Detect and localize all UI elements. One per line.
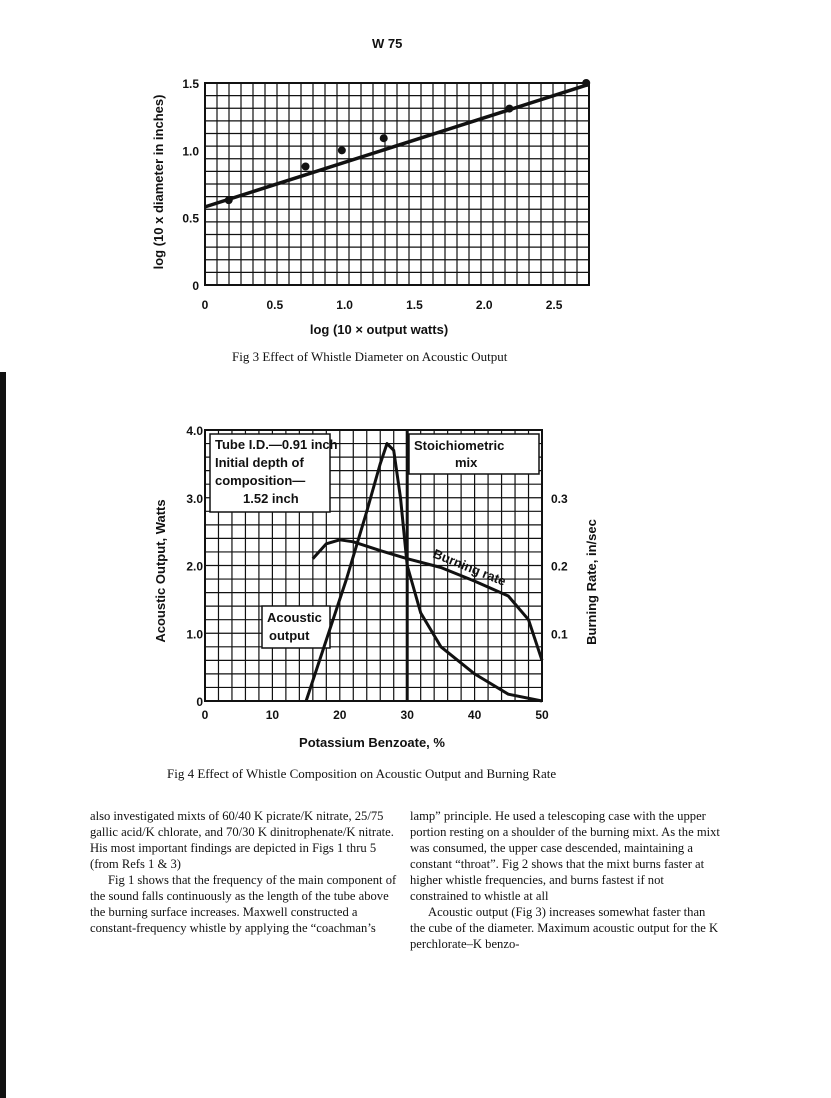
body-paragraph: Fig 1 shows that the frequency of the main component of the sound falls continuously as the length of the tube above the burning surface increases. Maxwell constructed a constant-frequency whistle by applying the “coachman’s bbox=[90, 873, 397, 935]
fig4-stoich-label: Stoichiometric bbox=[414, 438, 505, 453]
fig4-y2tick-label: 0.2 bbox=[551, 559, 568, 574]
fig3-ytick-label: 1.0 bbox=[182, 144, 199, 159]
fig4-ytick-label: 1.0 bbox=[186, 627, 203, 642]
fig3-data-point bbox=[225, 196, 233, 204]
fig4-xtick-label: 0 bbox=[201, 708, 209, 722]
fig4-y2label: Burning Rate, in/sec bbox=[584, 519, 599, 645]
fig3-xtick-label: 1.0 bbox=[336, 298, 353, 312]
fig4-ylabel: Acoustic Output, Watts bbox=[153, 499, 168, 643]
fig3-xtick-label: 1.5 bbox=[406, 298, 423, 312]
fig4-ytick-label: 3.0 bbox=[186, 491, 203, 506]
fig3-caption: Fig 3 Effect of Whistle Diameter on Acoustic Output bbox=[232, 349, 508, 364]
page-header: W 75 bbox=[372, 36, 403, 51]
fig4-acoustic-label: Acoustic bbox=[267, 610, 322, 625]
fig4-tube-label: Tube I.D.—0.91 inch bbox=[215, 437, 338, 452]
fig3-ylabel: log (10 x diameter in inches) bbox=[151, 94, 166, 270]
fig3-chart bbox=[151, 77, 590, 337]
fig4-xtick-label: 10 bbox=[265, 708, 280, 722]
body-left-column bbox=[90, 808, 400, 936]
body-paragraph: lamp” principle. He used a telescoping case with the upper portion resting on a shoulder of the burning mixt. As the mixt was consumed, the upper case descended, maintaining a constant “throat”. Fig 2 shows that the mixt burns faster at higher whistle frequencies, and burns fastest if not constrained to whistle at all bbox=[410, 809, 720, 903]
fig4-stoich-label: mix bbox=[455, 455, 478, 470]
fig4-acoustic-curve bbox=[306, 444, 542, 701]
fig3-xtick-label: 2.0 bbox=[475, 298, 493, 312]
fig3-grid bbox=[205, 83, 589, 285]
fig4-xtick-label: 40 bbox=[467, 708, 482, 722]
fig4-acoustic-label: output bbox=[269, 628, 310, 643]
fig4-ytick-label: 4.0 bbox=[186, 424, 203, 438]
fig3-ytick-label: 1.5 bbox=[182, 77, 199, 91]
fig4-tube-label: 1.52 inch bbox=[243, 491, 299, 506]
fig3-data-point bbox=[302, 162, 310, 170]
fig3-data-point bbox=[380, 134, 388, 142]
fig4-tube-label: composition— bbox=[215, 473, 306, 488]
body-paragraph: also investigated mixts of 60/40 K picrate/K nitrate, 25/75 gallic acid/K chlorate, and 70/30 K dinitrophenate/K nitrate. His most important findings are depicted in Figs 1 thru 5 (from Refs 1 & 3) bbox=[90, 809, 394, 871]
fig3-data-point bbox=[338, 146, 346, 154]
fig4-burning-curve bbox=[313, 540, 542, 661]
fig3-ytick-label: 0 bbox=[192, 279, 199, 293]
fig3-series bbox=[205, 79, 590, 207]
fig4-tube-label: Initial depth of bbox=[215, 455, 304, 470]
fig3-ytick-label: 0.5 bbox=[182, 211, 199, 226]
fig4-caption: Fig 4 Effect of Whistle Composition on Acoustic Output and Burning Rate bbox=[167, 766, 557, 781]
fig4-xlabel: Potassium Benzoate, % bbox=[299, 735, 445, 750]
fig4-xtick-label: 30 bbox=[400, 708, 414, 722]
fig4-ytick-label: 2.0 bbox=[186, 559, 203, 574]
fig4-chart bbox=[153, 424, 599, 750]
fig4-y2tick-label: 0.3 bbox=[551, 491, 568, 506]
fig3-xtick-label: 2.5 bbox=[545, 298, 563, 312]
fig4-xtick-label: 50 bbox=[535, 708, 549, 722]
body-paragraph: Acoustic output (Fig 3) increases somewhat faster than the cube of the diameter. Maximum acoustic output for the K perchlorate–K benzo- bbox=[410, 905, 719, 951]
body-right-column bbox=[410, 808, 720, 952]
fig3-data-point bbox=[582, 79, 590, 87]
fig4-y2tick-label: 0.1 bbox=[551, 627, 568, 642]
fig3-data-point bbox=[505, 105, 513, 113]
fig3-xtick-label: 0 bbox=[201, 298, 209, 312]
fig3-xlabel: log (10 × output watts) bbox=[309, 322, 449, 337]
fig4-grid bbox=[205, 430, 542, 701]
fig4-xtick-label: 20 bbox=[333, 708, 347, 722]
fig4-ytick-label: 0 bbox=[196, 695, 203, 709]
fig3-xtick-label: 0.5 bbox=[266, 298, 284, 312]
fig4-burning-label: Burning rate bbox=[430, 545, 509, 589]
